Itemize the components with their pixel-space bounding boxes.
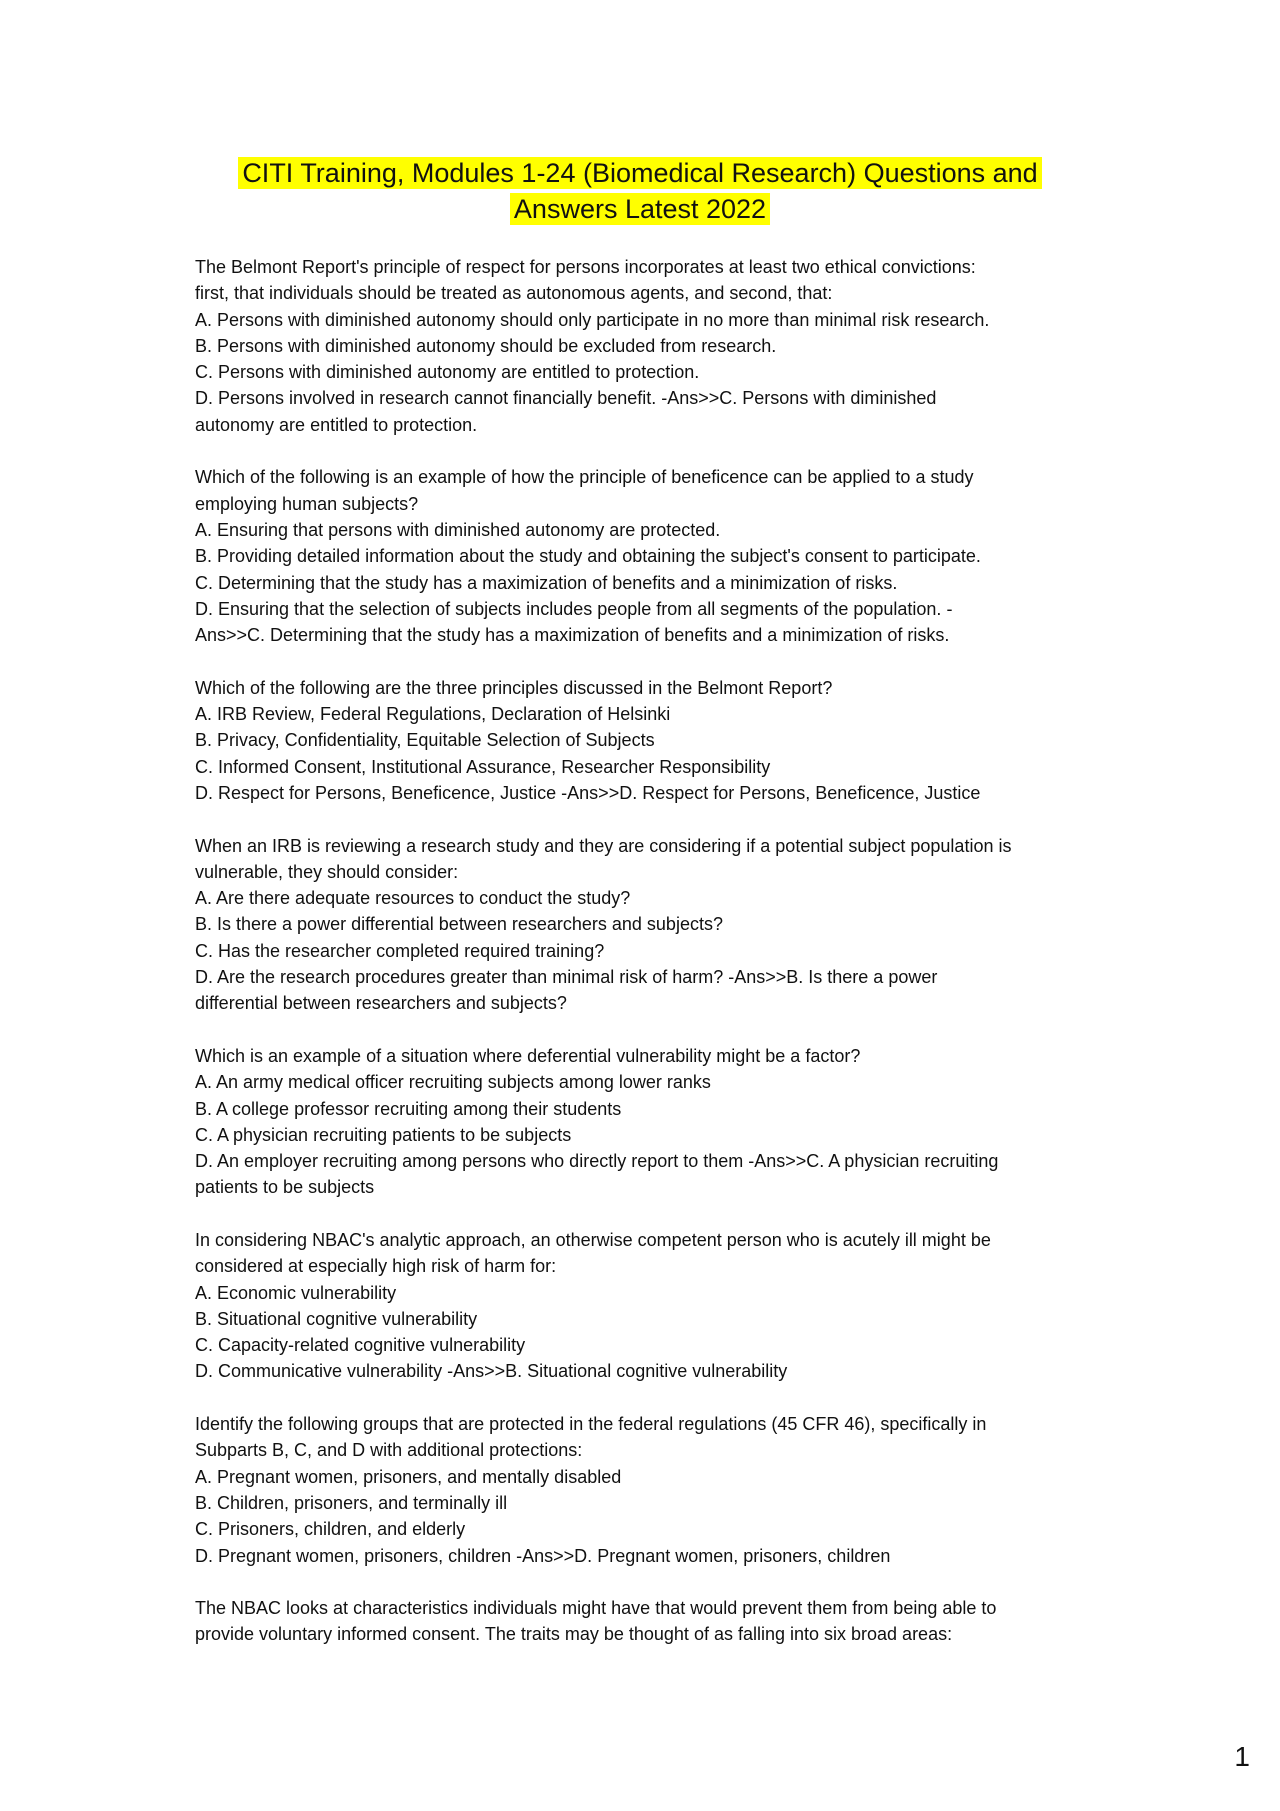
question-text-line: considered at especially high risk of harm for: (195, 1256, 557, 1277)
question-text-line: The NBAC looks at characteristics individuals might have that would prevent them from being able to (195, 1598, 997, 1619)
question-text-line: autonomy are entitled to protection. (195, 414, 478, 435)
question-text-line: B. Providing detailed information about the study and obtaining the subject's consent to participate. (195, 546, 981, 567)
question-text-line: A. Persons with diminished autonomy should only participate in no more than minimal risk research. (195, 309, 990, 330)
question-text-line: C. Capacity-related cognitive vulnerability (195, 1335, 526, 1356)
question-text-line: C. Informed Consent, Institutional Assurance, Researcher Responsibility (195, 756, 771, 777)
question-text-line: In considering NBAC's analytic approach, an otherwise competent person who is acutely ill might be (195, 1229, 991, 1250)
title-line-2: Answers Latest 2022 (510, 193, 770, 225)
question-text-line: D. Ensuring that the selection of subjects includes people from all segments of the population. - (195, 598, 953, 619)
document-title (160, 155, 1120, 227)
question-text-line: D. Communicative vulnerability -Ans>>B. Situational cognitive vulnerability (195, 1361, 788, 1382)
question-text-line: D. Persons involved in research cannot financially benefit. -Ans>>C. Persons with diminished (195, 388, 937, 409)
question-text-line: D. Pregnant women, prisoners, children -Ans>>D. Pregnant women, prisoners, children (195, 1545, 891, 1566)
question-text-line: B. Persons with diminished autonomy should be excluded from research. (195, 335, 777, 356)
question-text-line: Ans>>C. Determining that the study has a maximization of benefits and a minimization of risks. (195, 625, 950, 646)
question-text-line: Which of the following are the three principles discussed in the Belmont Report? (195, 677, 833, 698)
title-line-1: CITI Training, Modules 1-24 (Biomedical Research) Questions and (238, 157, 1041, 189)
question-block (195, 1411, 1125, 1569)
question-text-line: Subparts B, C, and D with additional protections: (195, 1440, 583, 1461)
question-block (195, 675, 1125, 806)
question-text-line: A. An army medical officer recruiting subjects among lower ranks (195, 1072, 711, 1093)
question-text-line: C. Prisoners, children, and elderly (195, 1519, 466, 1540)
question-text-line: Which is an example of a situation where deferential vulnerability might be a factor? (195, 1045, 861, 1066)
question-text-line: Which of the following is an example of how the principle of beneficence can be applied to a study (195, 467, 974, 488)
question-text-line: B. Privacy, Confidentiality, Equitable Selection of Subjects (195, 730, 655, 751)
page-number: 1 (1234, 1741, 1250, 1772)
question-text-line: C. Persons with diminished autonomy are entitled to protection. (195, 362, 700, 383)
question-block (195, 254, 1125, 438)
question-text-line: B. A college professor recruiting among their students (195, 1098, 622, 1119)
question-block (195, 1043, 1125, 1201)
question-text-line: The Belmont Report's principle of respect for persons incorporates at least two ethical convictions: (195, 257, 976, 277)
question-text-line: A. Economic vulnerability (195, 1282, 397, 1303)
question-text-line: patients to be subjects (195, 1177, 375, 1198)
question-text-line: C. Has the researcher completed required training? (195, 940, 605, 961)
question-text-line: D. Respect for Persons, Beneficence, Justice -Ans>>D. Respect for Persons, Beneficence, Justice (195, 782, 981, 803)
question-block (195, 1595, 1125, 1648)
question-text-line: Identify the following groups that are protected in the federal regulations (45 CFR 46), specifically in (195, 1414, 987, 1435)
question-text-line: D. Are the research procedures greater than minimal risk of harm? -Ans>>B. Is there a power (195, 967, 938, 988)
question-text-line: A. IRB Review, Federal Regulations, Declaration of Helsinki (195, 704, 671, 725)
question-text-line: A. Are there adequate resources to conduct the study? (195, 888, 631, 909)
question-text-line: C. Determining that the study has a maximization of benefits and a minimization of risks. (195, 572, 898, 593)
question-text-line: B. Children, prisoners, and terminally ill (195, 1492, 508, 1513)
question-text-line: A. Pregnant women, prisoners, and mentally disabled (195, 1466, 622, 1487)
question-text-line: B. Is there a power differential between researchers and subjects? (195, 914, 723, 935)
question-text-line: When an IRB is reviewing a research study and they are considering if a potential subject population is (195, 835, 1012, 856)
question-text-line: vulnerable, they should consider: (195, 861, 459, 882)
question-text-line: differential between researchers and subjects? (195, 993, 567, 1014)
document-body (195, 254, 1125, 1648)
question-block (195, 833, 1125, 1017)
question-text-line: B. Situational cognitive vulnerability (195, 1308, 478, 1329)
question-block (195, 1227, 1125, 1385)
question-text-line: C. A physician recruiting patients to be subjects (195, 1124, 572, 1145)
question-text-line: provide voluntary informed consent. The traits may be thought of as falling into six broad areas: (195, 1624, 953, 1645)
question-text-line: D. An employer recruiting among persons who directly report to them -Ans>>C. A physician recruiting (195, 1151, 999, 1172)
question-block (195, 464, 1125, 648)
question-text-line: A. Ensuring that persons with diminished autonomy are protected. (195, 519, 721, 540)
question-text-line: employing human subjects? (195, 493, 419, 514)
question-text-line: first, that individuals should be treated as autonomous agents, and second, that: (195, 283, 833, 304)
